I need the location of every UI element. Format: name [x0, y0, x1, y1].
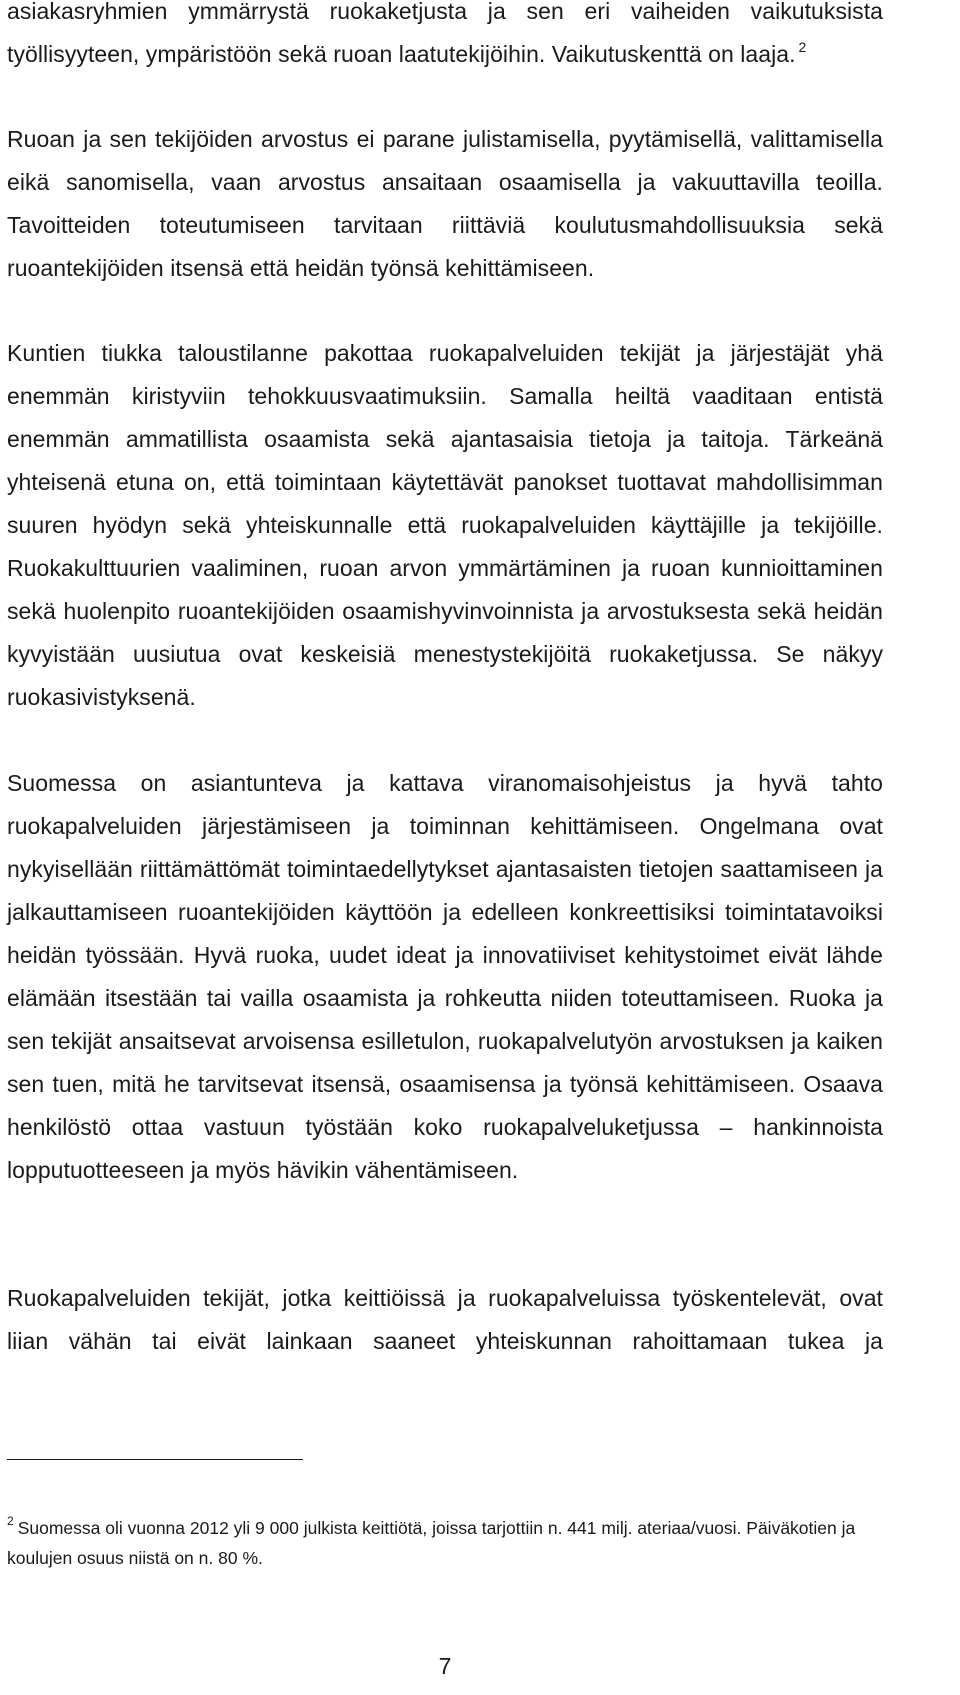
footnote-number: 2 [7, 1514, 14, 1528]
paragraph-4: Suomessa on asiantunteva ja kattava viranomaisohjeistus ja hyvä tahto ruokapalveluiden järjestämiseen ja toiminnan kehittämiseen. Ongelmana ovat nykyisellään riittämättömät toimintaedellytykset ajantasaisten tietojen saattamiseen ja jalkauttamiseen ruoantekijöiden käyttöön ja edelleen konkreettisiksi toimintatavoiksi heidän työssään. Hyvä ruoka, uudet ideat ja innovatiiviset kehitystoimet eivät lähde elämään itsestään tai vailla osaamista ja rohkeutta niiden toteuttamiseen. Ruoka ja sen tekijät ansaitsevat arvoisensa esilletulon, ruokapalvelutyön arvostuksen ja kaiken sen tuen, mitä he tarvitsevat itsensä, osaamisensa ja työnsä kehittämiseen. Osaava henkilöstö ottaa vastuun työstään koko ruokapalveluketjussa – hankinnoista lopputuotteeseen ja myös hävikin vähentämiseen. [7, 770, 883, 1183]
paragraph-5: Ruokapalveluiden tekijät, jotka keittiöissä ja ruokapalveluissa työskentelevät, ovat liian vähän tai eivät lainkaan saaneet yhteiskunnan rahoittamaan tukea ja [7, 1285, 883, 1354]
page-number: 7 [438, 1653, 452, 1679]
paragraph-1 [7, 0, 883, 76]
footnote-text: Suomessa oli vuonna 2012 yli 9 000 julkista keittiötä, joissa tarjottiin n. 441 milj. ateriaa/vuosi. Päiväkotien ja koulujen osuus niistä on n. 80 %. [7, 1518, 856, 1568]
footnote-reference[interactable]: 2 [798, 39, 807, 55]
paragraph-3: Kuntien tiukka taloustilanne pakottaa ruokapalveluiden tekijät ja järjestäjät yhä enemmän kiristyviin tehokkuusvaatimuksiin. Samalla heiltä vaaditaan entistä enemmän ammatillista osaamista sekä ajantasaisia tietoja ja taitoja. Tärkeänä yhteisenä etuna on, että toimintaan käytettävät panokset tuottavat mahdollisimman suuren hyödyn sekä yhteiskunnalle että ruokapalveluiden käyttäjille ja tekijöille. Ruokakulttuurien vaaliminen, ruoan arvon ymmärtäminen ja ruoan kunnioittaminen sekä huolenpito ruoantekijöiden osaamishyvinvoinnista ja arvostuksesta sekä heidän kyvyistään uusiutua ovat keskeisiä menestystekijöitä ruokaketjussa. Se näkyy ruokasivistyksenä. [7, 340, 883, 710]
footnote-separator [7, 1459, 303, 1460]
paragraph-2: Ruoan ja sen tekijöiden arvostus ei parane julistamisella, pyytämisellä, valittamisella eikä sanomisella, vaan arvostus ansaitaan osaamisella ja vakuuttavilla teoilla. Tavoitteiden toteutumiseen tarvitaan riittäviä koulutusmahdollisuuksia sekä ruoantekijöiden itsensä että heidän työnsä kehittämiseen. [7, 126, 883, 281]
footnote [7, 1513, 883, 1573]
paragraph-1-text: asiakasryhmien ymmärrystä ruokaketjusta ja sen eri vaiheiden vaikutuksista työllisyyteen, ympäristöön sekä ruoan laatutekijöihin. Vaikutuskenttä on laaja. [7, 0, 883, 67]
